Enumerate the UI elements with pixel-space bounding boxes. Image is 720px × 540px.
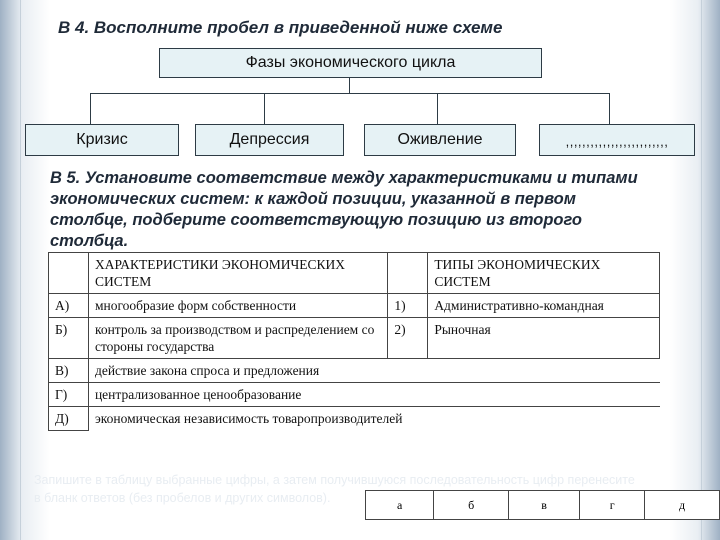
table-row xyxy=(49,318,660,359)
instruction-line: Запишите в таблицу выбранные цифры, а затем получившуюся последовательность цифр перенесите xyxy=(34,473,635,487)
row-letter: Д) xyxy=(49,407,89,431)
answer-table xyxy=(365,490,720,520)
phase-box-revival xyxy=(364,124,516,156)
connector-line xyxy=(90,93,610,94)
type-number: 1) xyxy=(388,294,428,318)
characteristic: действие закона спроса и предложения xyxy=(88,359,659,383)
left-header: ХАРАКТЕРИСТИКИ ЭКОНОМИЧЕСКИХ СИСТЕМ xyxy=(88,253,387,294)
answer-cell-g[interactable]: г xyxy=(580,491,645,520)
phase-blank-label: ,,,,,,,,,,,,,,,,,,,,,,,,, xyxy=(565,134,669,149)
phase-label: Кризис xyxy=(76,131,128,148)
connector-line xyxy=(609,93,610,124)
characteristic: контроль за производством и распределением со стороны государства xyxy=(88,318,387,359)
answer-cell-b[interactable]: б xyxy=(434,491,509,520)
row-letter: В) xyxy=(49,359,89,383)
phase-label: Оживление xyxy=(397,131,483,148)
table-row xyxy=(49,359,660,383)
scheme-root-label: Фазы экономического цикла xyxy=(245,54,456,71)
row-letter: Г) xyxy=(49,383,89,407)
matching-table xyxy=(48,252,660,431)
answer-cell-d[interactable]: д xyxy=(645,491,720,520)
connector-line xyxy=(437,93,438,124)
system-type: Рыночная xyxy=(428,318,660,359)
table-row xyxy=(49,294,660,318)
characteristic: многообразие форм собственности xyxy=(88,294,387,318)
characteristic: экономическая независимость товаропроизводителей xyxy=(88,407,659,431)
system-type: Административно-командная xyxy=(428,294,660,318)
connector-line xyxy=(264,93,265,124)
table-cell xyxy=(388,253,428,294)
right-header: ТИПЫ ЭКОНОМИЧЕСКИХ СИСТЕМ xyxy=(428,253,660,294)
table-row xyxy=(49,383,660,407)
type-number: 2) xyxy=(388,318,428,359)
table-cell xyxy=(49,253,89,294)
row-letter: А) xyxy=(49,294,89,318)
connector-line xyxy=(349,77,350,93)
answer-row xyxy=(366,491,720,520)
scheme-root-box xyxy=(159,48,542,78)
phase-label: Депрессия xyxy=(229,131,310,148)
row-letter: Б) xyxy=(49,318,89,359)
table-row xyxy=(49,407,660,431)
phase-box-crisis xyxy=(25,124,179,156)
question-b4-title: В 4. Восполните пробел в приведенной ниже схеме xyxy=(58,18,503,37)
instruction-line: в бланк ответов (без пробелов и других символов). xyxy=(34,491,331,505)
phase-box-depression xyxy=(195,124,344,156)
phase-box-blank xyxy=(539,124,695,156)
characteristic: централизованное ценообразование xyxy=(88,383,659,407)
answer-cell-v[interactable]: в xyxy=(509,491,580,520)
answer-cell-a[interactable]: а xyxy=(366,491,434,520)
table-header-row xyxy=(49,253,660,294)
connector-line xyxy=(90,93,91,124)
question-b5-title: В 5. Установите соответствие между характеристиками и типами экономических систем: к каждой позиции, указанной в первом столбце, подберите соответствующую позицию из второго столбца. xyxy=(50,169,638,250)
